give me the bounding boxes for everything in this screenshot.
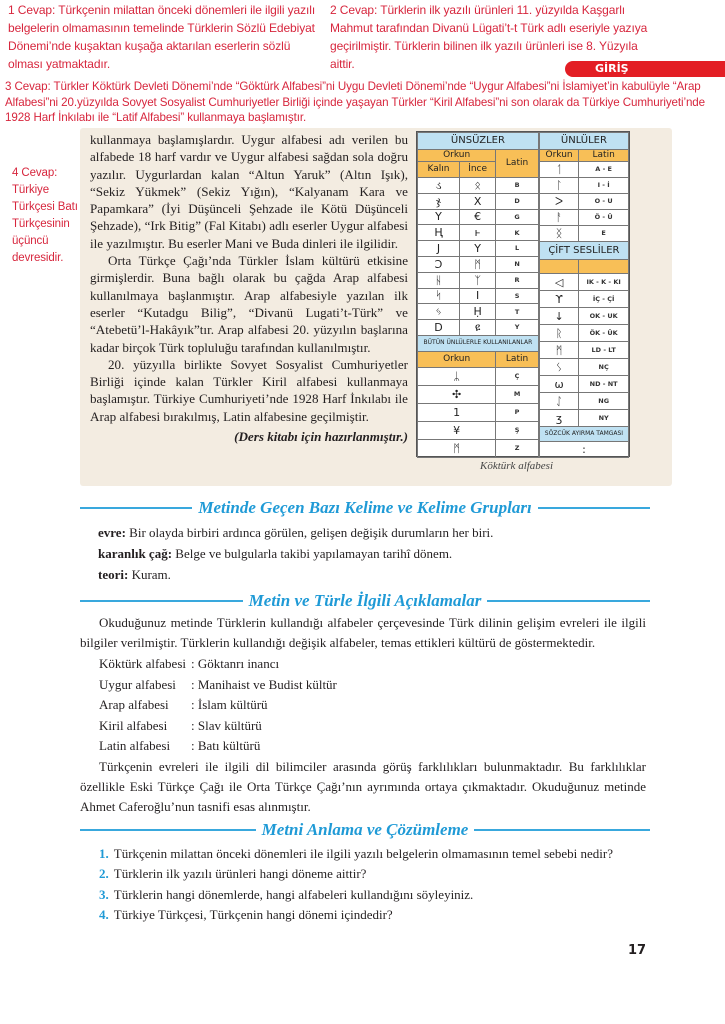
table-cell: P <box>496 403 539 421</box>
answer-note-1: 1 Cevap: Türkçenin milattan önceki dönemleri ile ilgili yazılı belgelerin olmamasının temelinde Türklerin Sözlü Edebiyat Dönemi’nde kuşaktan kuşağa aktarılan eserlerin sözlü olması yatmaktadır. <box>8 3 316 71</box>
list-item: Köktürk alfabesi : Göktanrı inancı <box>99 656 280 671</box>
table-cell: Latin <box>496 351 539 367</box>
table-cell: ᛚ <box>539 178 578 194</box>
table-cell: I <box>459 288 495 304</box>
heading-text: Metin ve Türle İlgili Açıklamalar <box>248 591 482 610</box>
table-row <box>539 342 628 359</box>
table-cell: I - İ <box>579 178 629 194</box>
list-item: Uygur alfabesi : Manihaist ve Budist kültür <box>99 676 337 692</box>
heading-text: Metni Anlama ve Çözümleme <box>261 820 469 839</box>
table-cell: T <box>496 304 539 320</box>
question-item: 4. Türkiye Türkçesi, Türkçenin hangi dönemi içindedir? <box>99 906 393 922</box>
table-row <box>539 210 628 226</box>
table-row <box>539 410 628 427</box>
table-row <box>418 288 539 304</box>
table-cell <box>579 260 629 274</box>
table-cell: ჯ <box>418 193 460 209</box>
table-row <box>539 359 628 376</box>
source-note: (Ders kitabı için hazırlanmıştır.) <box>234 429 408 445</box>
reading-text <box>90 131 408 445</box>
table-row <box>418 256 539 272</box>
table-cell: E <box>579 226 629 242</box>
table-cell: ዩ <box>459 320 495 336</box>
definition: Kuram. <box>128 567 171 582</box>
paragraph: kullanmaya başlamışlardır. Uygur alfabesi adı verilen bu alfabede 18 harf vardır ve Uygur alfabesi sağdan sola doğru yazılır. Uygurlardan kalan “Altun Yaruk” (Altın Işık), “Sekiz Yükmek” (Sekiz Yığın), “Kalyanam Kara ve Papamkara” (İyi Düşünceli Şehzade ile Kötü Düşünceli Şehzade), “Irk Bitig” (Fal Kitabı) adlı eserler Uygur alfabesi ile yazılmıştır. Bu eserler Mani ve Buda dinleri ile ilgilidir. <box>90 132 408 251</box>
table-cell: Latin <box>579 150 629 162</box>
table-row <box>539 194 628 210</box>
table-row <box>418 178 539 194</box>
table-cell: ÜNSÜZLER <box>418 133 539 150</box>
table-cell: ◁ <box>539 274 578 291</box>
question-item: 3. Türklerin hangi dönemlerde, hangi alfabeleri kullandığını söyleyiniz. <box>99 886 474 902</box>
table-cell: R <box>496 272 539 288</box>
table-cell: Latin <box>496 150 539 178</box>
table-cell: D <box>418 320 460 336</box>
table-cell: Kalın <box>418 162 460 178</box>
table-cell: Y <box>496 320 539 336</box>
table-cell: K <box>496 225 539 241</box>
table-cell: ✣ <box>418 385 496 403</box>
term: teori: <box>98 567 129 582</box>
table-row <box>539 308 628 325</box>
list-item: Kiril alfabesi : Slav kültürü <box>99 717 262 733</box>
table-cell: Orkun <box>418 150 496 162</box>
table-cell: D <box>496 193 539 209</box>
table-cell: ᛉ <box>459 272 495 288</box>
table-cell: € <box>459 209 495 225</box>
table-cell: İÇ - Çİ <box>579 291 629 308</box>
table-cell: Ö - Ü <box>579 210 629 226</box>
table-row <box>539 325 628 342</box>
definition: Belge ve bulgularla takibi yapılamayan tarihî dönem. <box>172 546 453 561</box>
table-cell: A - E <box>579 162 629 178</box>
table-cell: ʒ <box>539 410 578 427</box>
table-cell: ᛐ <box>539 162 578 178</box>
table-cell: B <box>496 178 539 194</box>
table-cell: O - U <box>579 194 629 210</box>
table-cell: L <box>496 241 539 257</box>
table-cell: ÖK - ÜK <box>579 325 629 342</box>
table-cell: LD - LT <box>579 342 629 359</box>
paragraph: Orta Türkçe Çağı’nda Türkler İslam kültürü etkisine girmişlerdir. Buna bağlı olarak bu çağda Arap alfabesi kullanılmaya başlanmıştır. Arap alfabesiyle yazılan ilk eserler “Kutadgu Bilig”, “Divanü Lugati’t-Türk” ve “Atebetü’l-Hakâyık”tır. Arap alfabesi 20. yüzyılın başlarına kadar birçok Türk topluluğu tarafından kullanılmıştır. <box>90 253 408 355</box>
table-cell: ᛃ <box>418 304 460 320</box>
table-cell: Y <box>418 209 460 225</box>
table-cell: SÖZCÜK AYIRMA TAMGASI <box>539 427 628 442</box>
table-cell: BÜTÜN ÜNLÜLERLE KULLANILANLAR <box>418 335 539 351</box>
table-cell: M <box>496 385 539 403</box>
table-cell: S <box>496 288 539 304</box>
table-row <box>418 403 539 421</box>
table-row <box>418 241 539 257</box>
page-number: 17 <box>628 943 647 958</box>
table-cell: ᛝ <box>539 226 578 242</box>
table-cell: ᚺ <box>418 272 460 288</box>
table-cell: Orkun <box>418 351 496 367</box>
table-cell: ᛦ <box>418 367 496 385</box>
section-tab: GİRİŞ <box>565 61 725 77</box>
table-cell: ⱶ <box>459 225 495 241</box>
table-cell: G <box>496 209 539 225</box>
paragraph: 20. yüzyılla birlikte Sovyet Sosyalist Cumhuriyetler Birliği içinde kalan Türkler Kiril alfabesi kullanmaya başlamıştır. Türkiye Cumhuriyeti’nde 1928 Harf İnkılabı ile Arap alfabesi bırakılmış, Latin alfabesine geçilmiştir. <box>90 356 408 424</box>
table-cell: NÇ <box>579 359 629 376</box>
paragraph: Okuduğunuz metinde Türklerin kullandığı alfabeler çerçevesinde Türk dilinin gelişim evreleri ile ilgili bilgiler verilmiştir. Türklerin kullandığı değişik alfabeler, temas ettikleri kültürü de göstermektedir. <box>80 615 646 650</box>
table-cell: OK - UK <box>579 308 629 325</box>
table-cell: NG <box>579 393 629 410</box>
table-row <box>418 421 539 439</box>
table-row <box>539 226 628 242</box>
table-row <box>539 393 628 410</box>
table-cell <box>539 260 578 274</box>
table-row <box>539 376 628 393</box>
kokturk-alphabet-table <box>416 131 630 457</box>
table-cell: ϒ <box>539 291 578 308</box>
table-cell: Ş <box>496 421 539 439</box>
table-cell: ᛗ <box>459 256 495 272</box>
vocab-heading <box>80 498 650 518</box>
table-cell: ω <box>539 376 578 393</box>
answer-note-3: 3 Cevap: Türkler Köktürk Devleti Dönemi’nde “Göktürk Alfabesi”ni Uygu Devleti Dönemi’nde “Uygur Alfabesi”ni İslamiyet’in kabulüyle “Arap Alfabesi”ni 20.yüzyılda Sovyet Sosyalist Cumhuriyetler Birliği içinde yaşayan Türkler “Kiril Alfabesi”ni son olarak da Türkiye Cumhuriyeti’nde 1928 Harf İnkılabı ile “Latif Alfabesi” kullanmaya başlamıştır. <box>5 80 705 124</box>
table-cell: ᛇ <box>539 393 578 410</box>
table-row <box>418 320 539 336</box>
table-cell: İnce <box>459 162 495 178</box>
table-cell: ÇİFT SESLİLER <box>539 242 628 260</box>
table-row <box>418 439 539 457</box>
table-cell: ᛗ <box>418 439 496 457</box>
term: evre: <box>98 525 126 540</box>
term: karanlık çağ: <box>98 546 173 561</box>
table-row <box>418 304 539 320</box>
table-cell: Ң <box>418 225 460 241</box>
table-cell: N <box>496 256 539 272</box>
table-cell: Ɔ <box>418 256 460 272</box>
list-item: Latin alfabesi : Batı kültürü <box>99 738 261 753</box>
table-cell: Ç <box>496 367 539 385</box>
table-cell: ᐳ <box>539 194 578 210</box>
heading-text: Metinde Geçen Bazı Kelime ve Kelime Grupları <box>198 498 532 517</box>
table-cell: ᛋ <box>418 288 460 304</box>
list-item: Arap alfabesi : İslam kültürü <box>99 697 268 712</box>
table-cell: ¥ <box>418 421 496 439</box>
table-row <box>539 178 628 194</box>
table-cell: Z <box>496 439 539 457</box>
table-cell: ᛊ <box>539 359 578 376</box>
table-cell: ᚨ <box>539 210 578 226</box>
table-row <box>539 291 628 308</box>
question-item: 2. Türklerin ilk yazılı ürünleri hangi döneme aittir? <box>99 866 367 882</box>
questions-heading <box>80 820 650 840</box>
table-cell: ડ <box>418 178 460 194</box>
table-cell: NY <box>579 410 629 427</box>
table-cell: ↓ <box>539 308 578 325</box>
table-cell: Y <box>459 241 495 257</box>
table-cell: ᚱ <box>539 325 578 342</box>
table-row <box>418 272 539 288</box>
table-row <box>418 367 539 385</box>
table-cell: ND - NT <box>579 376 629 393</box>
table-cell: IK - K - KI <box>579 274 629 291</box>
table-cell: 1 <box>418 403 496 421</box>
table-row <box>539 274 628 291</box>
vocab-item <box>98 543 452 564</box>
vocab-item <box>98 522 493 543</box>
vocab-item <box>98 564 171 585</box>
definition: Bir olayda birbiri ardınca görülen, gelişen değişik durumların her biri. <box>125 525 494 540</box>
table-cell: ᛟ <box>459 178 495 194</box>
table-cell: ÜNLÜLER <box>539 133 628 150</box>
table-cell: : <box>539 442 628 458</box>
table-row <box>418 193 539 209</box>
table-caption: Köktürk alfabesi <box>480 460 554 472</box>
table-row <box>418 385 539 403</box>
table-row <box>418 209 539 225</box>
table-cell: ᛗ <box>539 342 578 359</box>
question-item: 1. Türkçenin milattan önceki dönemleri ile ilgili yazılı belgelerin olmamasının temel sebebi nedir? <box>99 846 614 861</box>
explain-heading <box>80 591 650 611</box>
answer-note-2: 2 Cevap: Türklerin ilk yazılı ürünleri 11. yüzyılda Kaşgarlı Mahmut tarafından Divanü Lügati’t-t Türk adlı eseriyle yazıya geçirilmiştir. Türklerin bilinen ilk yazılı ürünleri ise 8. Yüzyıla aittir. <box>330 3 648 71</box>
table-cell: J <box>418 241 460 257</box>
table-cell: X <box>459 193 495 209</box>
answer-note-4: 4 Cevap: Türkiye Türkçesi Batı Türkçesinin üçüncü devresidir. <box>12 167 78 264</box>
table-cell: Orkun <box>539 150 578 162</box>
table-row <box>418 225 539 241</box>
table-row <box>539 162 628 178</box>
paragraph: Türkçenin evreleri ile ilgili dil bilimciler arasında görüş farklılıkları bulunmaktadır. Bu farklılıklar özellikle Eski Türkçe Çağı ile Orta Türkçe Çağı’nın ayrımında ortaya çıkmaktadır. Okuduğunuz metinde Ahmet Caferoğlu’nun tasnifi esas alınmıştır. <box>80 759 646 814</box>
table-cell: Ḥ <box>459 304 495 320</box>
